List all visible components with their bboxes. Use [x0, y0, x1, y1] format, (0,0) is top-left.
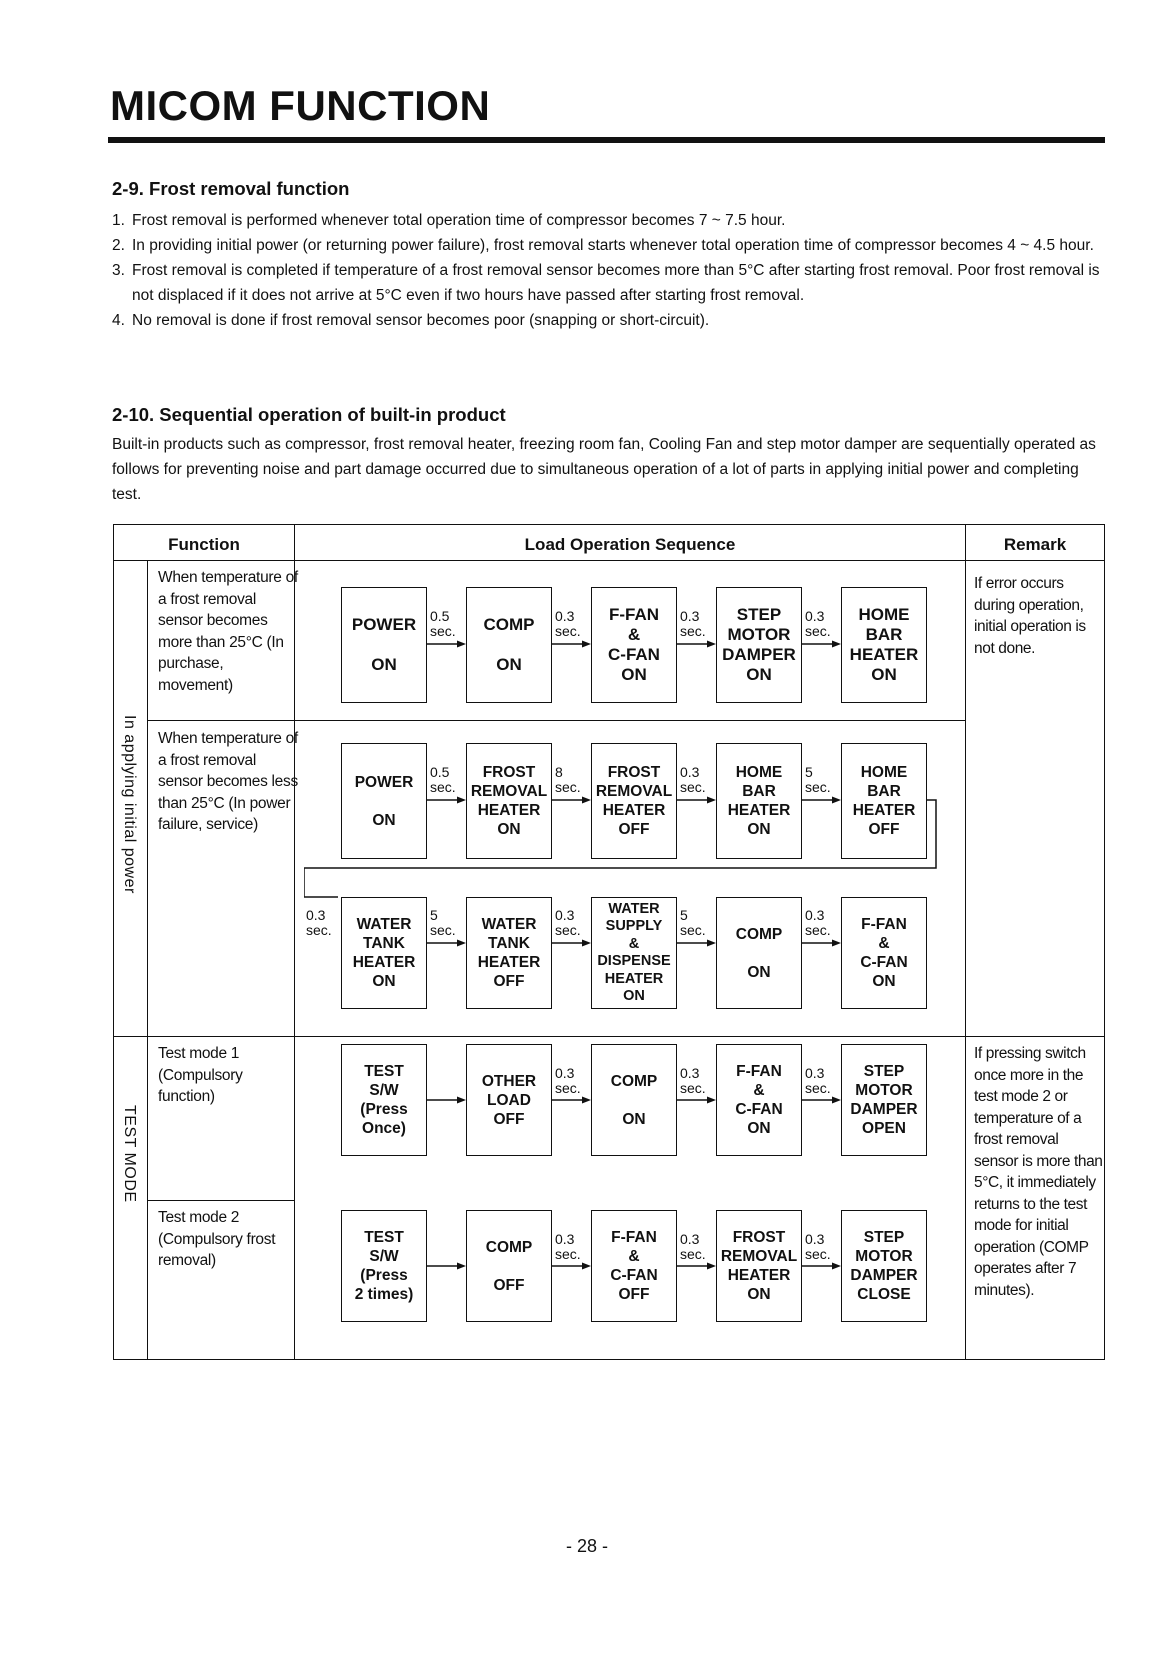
delay-label: 8 sec. — [555, 764, 581, 795]
sequence-box: FROST REMOVAL HEATER OFF — [591, 743, 677, 859]
sequence-box: WATER TANK HEATER ON — [341, 897, 427, 1009]
list-item: 4. No removal is done if frost removal sensor becomes poor (snapping or short-circuit). — [112, 312, 710, 329]
sequence-box: COMP OFF — [466, 1210, 552, 1322]
list-item: 1. Frost removal is performed whenever total operation time of compressor becomes 7 ~ 7.5 hour. — [112, 212, 786, 229]
page-number: - 28 - — [565, 1536, 608, 1556]
group-label-initial-power: In applying initial power — [121, 715, 138, 894]
header-divider — [114, 560, 1104, 561]
sequence-box: FROST REMOVAL HEATER ON — [466, 743, 552, 859]
condition-row-4: Test mode 2 (Compulsory frost removal) — [158, 1209, 276, 1269]
sequence-box: FROST REMOVAL HEATER ON — [716, 1210, 802, 1322]
section-9-list — [112, 208, 1102, 333]
delay-label: 0.3 sec. — [680, 1065, 706, 1096]
delay-label: 0.3 sec. — [555, 608, 581, 639]
wrap-connector — [304, 775, 944, 905]
delay-label: 0.3 sec. — [555, 1065, 581, 1096]
delay-label: 0.3 sec. — [805, 608, 831, 639]
arrow-right-icon — [427, 639, 466, 649]
delay-label: 0.3 sec. — [680, 1231, 706, 1262]
section-10-intro: Built-in products such as compressor, frost removal heater, freezing room fan, Cooling Fan and step motor damper are sequentially operated as follows for preventing noise and part damage occurred due to simultaneous operation of a lot of parts in applying initial power and completing test. — [112, 436, 1096, 503]
sequence-box: OTHER LOAD OFF — [466, 1044, 552, 1156]
arrow-right-icon — [427, 1261, 466, 1271]
delay-label: 0.3 sec. — [680, 764, 706, 795]
condition-row-1: When temperature of a frost removal sensor becomes more than 25°C (In purchase, movement) — [158, 569, 298, 694]
arrow-right-icon — [677, 639, 716, 649]
col-divider — [147, 560, 148, 1359]
sequence-box: POWER ON — [341, 587, 427, 703]
sequence-box: COMP ON — [716, 897, 802, 1009]
sequence-box: COMP ON — [591, 1044, 677, 1156]
arrow-right-icon — [802, 1261, 841, 1271]
arrow-right-icon — [802, 938, 841, 948]
delay-label: 5 sec. — [680, 907, 706, 938]
sequence-box: TEST S/W (Press 2 times) — [341, 1210, 427, 1322]
delay-label: 5 sec. — [430, 907, 456, 938]
section-9-heading: 2-9. Frost removal function — [112, 178, 350, 199]
sequence-box: WATER SUPPLY & DISPENSE HEATER ON — [591, 897, 677, 1009]
arrow-right-icon — [427, 938, 466, 948]
delay-label: 0.3 sec. — [805, 1065, 831, 1096]
sequence-box: STEP MOTOR DAMPER OPEN — [841, 1044, 927, 1156]
sequence-box: POWER ON — [341, 743, 427, 859]
group-label-test-mode: TEST MODE — [121, 1105, 138, 1203]
arrow-right-icon — [677, 938, 716, 948]
sequence-box: F-FAN & C-FAN ON — [841, 897, 927, 1009]
sequence-box: STEP MOTOR DAMPER CLOSE — [841, 1210, 927, 1322]
title-rule — [108, 137, 1105, 143]
col-divider — [965, 525, 966, 1359]
sequence-box: STEP MOTOR DAMPER ON — [716, 587, 802, 703]
list-item: 2. In providing initial power (or returning power failure), frost removal starts whenever total operation time of compressor becomes 4 ~ 4.5 hour. — [112, 237, 1094, 254]
delay-label: 5 sec. — [805, 764, 831, 795]
arrow-right-icon — [677, 1095, 716, 1105]
arrow-right-icon — [802, 1095, 841, 1105]
arrow-right-icon — [677, 1261, 716, 1271]
header-remark: Remark — [1003, 535, 1067, 554]
delay-label: 0.3 sec. — [805, 1231, 831, 1262]
condition-row-3: Test mode 1 (Compulsory function) — [158, 1045, 243, 1105]
delay-label: 0.3 sec. — [680, 608, 706, 639]
arrow-right-icon — [552, 639, 591, 649]
header-sequence: Load Operation Sequence — [524, 535, 736, 554]
delay-label: 0.5 sec. — [430, 764, 456, 795]
delay-label: 0.3 sec. — [555, 1231, 581, 1262]
sequence-box: HOME BAR HEATER OFF — [841, 743, 927, 859]
sequence-box: F-FAN & C-FAN ON — [716, 1044, 802, 1156]
arrow-right-icon — [552, 938, 591, 948]
condition-row-2: When temperature of a frost removal sensor becomes less than 25°C (In power failure, service) — [158, 730, 298, 833]
sequence-table — [113, 524, 1105, 1360]
sequence-box: HOME BAR HEATER ON — [716, 743, 802, 859]
delay-label: 0.3 sec. — [555, 907, 581, 938]
row-divider — [147, 720, 965, 721]
arrow-right-icon — [802, 639, 841, 649]
section-10-heading: 2-10. Sequential operation of built-in product — [112, 404, 506, 425]
sequence-box: HOME BAR HEATER ON — [841, 587, 927, 703]
sequence-box: F-FAN & C-FAN ON — [591, 587, 677, 703]
remark-test-mode: If pressing switch once more in the test mode 2 or temperature of a frost removal sensor is more than 5°C, it immediately returns to the test mode for initial operation (COMP operates after 7 minutes). — [974, 1045, 1103, 1299]
arrow-right-icon — [552, 1095, 591, 1105]
sequence-box: F-FAN & C-FAN OFF — [591, 1210, 677, 1322]
remark-row-1: If error occurs during operation, initial operation is not done. — [974, 575, 1086, 657]
delay-label: 0.3 sec. — [306, 907, 332, 938]
delay-label: 0.3 sec. — [805, 907, 831, 938]
row-divider — [114, 1036, 1104, 1037]
sequence-box: TEST S/W (Press Once) — [341, 1044, 427, 1156]
page-title: MICOM FUNCTION — [110, 82, 491, 129]
header-function: Function — [168, 535, 240, 554]
sequence-box: COMP ON — [466, 587, 552, 703]
arrow-right-icon — [552, 1261, 591, 1271]
arrow-right-icon — [427, 1095, 466, 1105]
list-item: 3. Frost removal is completed if temperature of a frost removal sensor becomes more than 5°C after starting frost removal. Poor frost removal is not displaced if it does not arrive at 5°C even if two hours have passed after starting frost removal. — [112, 262, 1100, 304]
sequence-box: WATER TANK HEATER OFF — [466, 897, 552, 1009]
row-divider — [147, 1200, 295, 1201]
delay-label: 0.5 sec. — [430, 608, 456, 639]
